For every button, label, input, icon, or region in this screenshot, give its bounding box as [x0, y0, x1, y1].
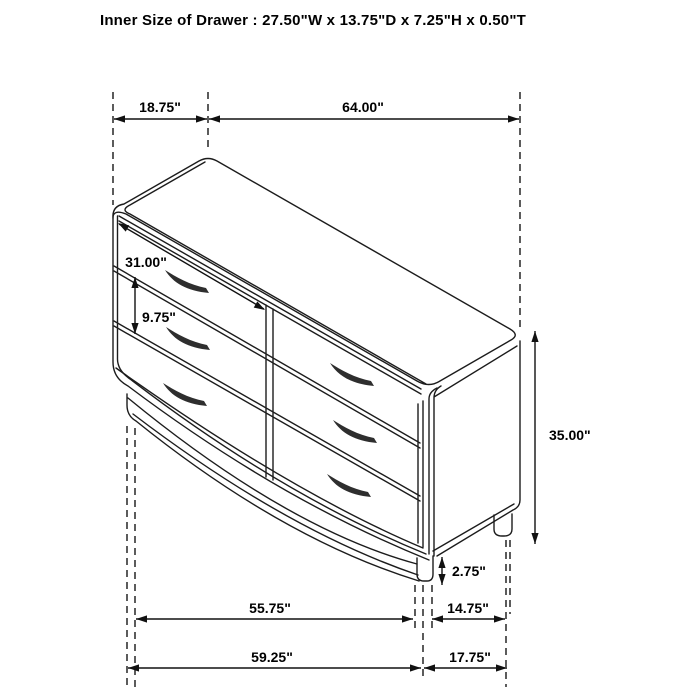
dim-top-width-label: 64.00" — [342, 99, 384, 115]
dresser-top-surface — [113, 159, 515, 385]
drawer-handle — [330, 363, 374, 386]
drawer-handle — [333, 420, 377, 443]
dim-top-depth-label: 18.75" — [139, 99, 181, 115]
dim-bottom-front-width-label: 59.25" — [251, 649, 293, 665]
dim-drawer-width-label: 31.00" — [125, 254, 167, 270]
drawer-handle — [166, 327, 210, 350]
dresser-right-side — [423, 341, 520, 556]
dim-overall-height-label: 35.00" — [549, 427, 591, 443]
page-title: Inner Size of Drawer : 27.50"W x 13.75"D x 7.25"H x 0.50"T — [99, 12, 527, 29]
extension-lines — [113, 92, 520, 687]
dim-bottom-side-depth-label: 17.75" — [449, 649, 491, 665]
dim-foot-height-label: 2.75" — [452, 563, 486, 579]
drawer-handle — [163, 383, 207, 406]
drawer-handles — [163, 270, 377, 497]
dim-foot-span-depth-label: 14.75" — [447, 600, 489, 616]
dim-drawer-height-label: 9.75" — [142, 309, 176, 325]
drawer-handle — [327, 474, 371, 497]
dresser-drawing — [113, 159, 520, 582]
dim-base-front-width-label: 55.75" — [249, 600, 291, 616]
